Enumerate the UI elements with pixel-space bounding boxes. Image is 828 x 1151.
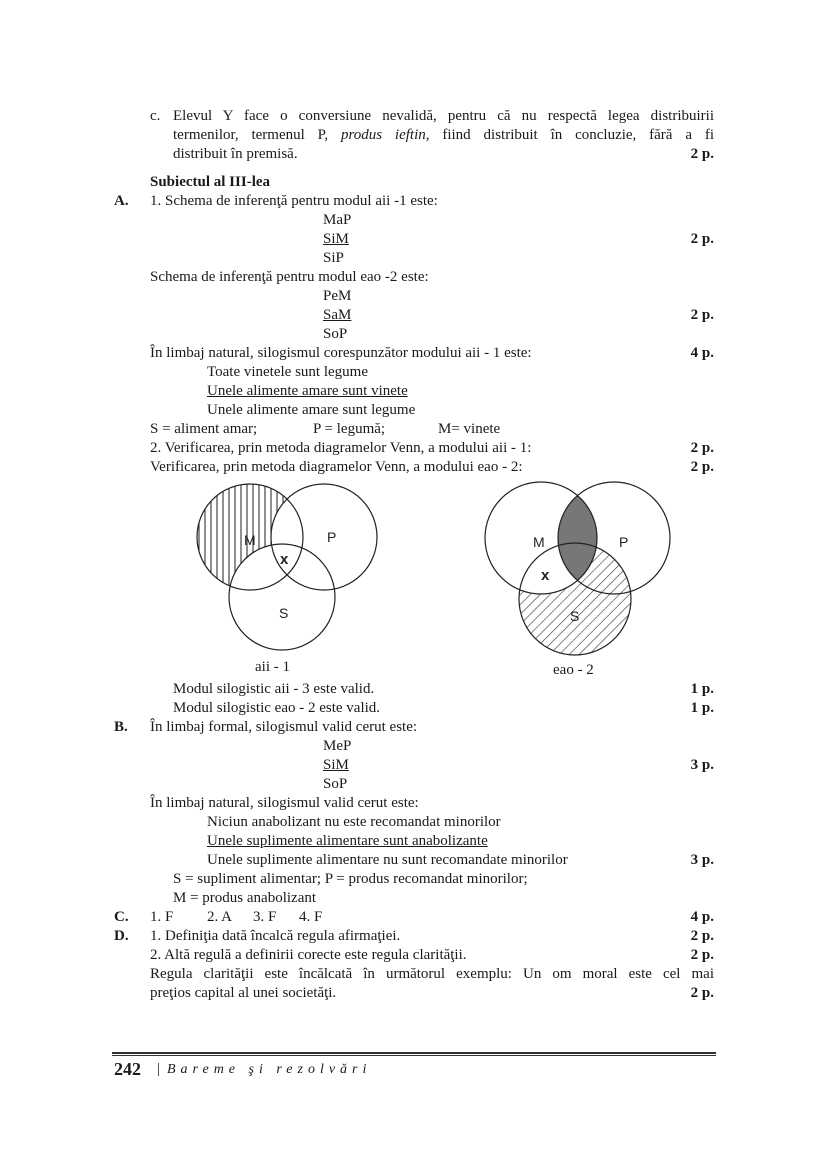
venn-diagram-eao-2 [478,478,678,658]
page-number: 242 [114,1059,141,1079]
item-c-line3: distribuit în premisă. [173,146,298,162]
b-formal-major: MeP [323,738,352,754]
legend-s: S = aliment amar; [150,421,258,437]
section-b-label: B. [114,719,128,735]
venn1-caption: aii - 1 [255,659,290,675]
schema2-intro: Schema de inferenţă pentru modul eao -2 este: [150,269,429,285]
schema1-conclusion: SiP [323,250,344,266]
valid1-points: 1 p. [690,681,714,697]
item-c-points: 2 p. [690,146,714,162]
venn1-label-s: S [279,605,289,621]
d-item1-points: 2 p. [690,928,714,944]
venn2-caption: eao - 2 [553,662,594,678]
venn2-label-m: M [533,534,545,550]
d-item3-line1: Regula clarităţii este încălcată în următorul exemplu: Un om moral este cel mai [150,966,714,982]
venn2-points: 2 p. [690,459,714,475]
legend-m: M= vinete [438,421,501,437]
venn1-x-mark: x [280,551,289,568]
valid1-line: Modul silogistic aii - 3 este valid. [173,681,375,697]
schema1-major: MaP [323,212,352,228]
natural-points: 4 p. [690,345,714,361]
d-item2: 2. Altă regulă a definirii corecte este regula clarităţii. [150,947,467,963]
valid2-line: Modul silogistic eao - 2 este valid. [173,700,381,716]
natural-premise1: Toate vinetele sunt legume [207,364,368,380]
venn2-x-mark: x [541,567,550,584]
b-formal-intro: În limbaj formal, silogismul valid cerut este: [150,719,418,735]
b-natural-conclusion: Unele suplimente alimentare nu sunt recomandate minorilor [207,852,568,868]
footer-rule-thin [112,1055,716,1056]
b-formal-points: 3 p. [690,757,714,773]
d-item1: 1. Definiţia dată încalcă regula afirmaţiei. [150,928,401,944]
c-answer-1: 1. F [150,909,174,925]
natural-conclusion: Unele alimente amare sunt legume [207,402,416,418]
footer-separator: | [157,1061,161,1077]
b-natural-premise1: Niciun anabolizant nu este recomandat minorilor [207,814,501,830]
b-formal-minor: SiM [323,757,349,773]
b-natural-points: 3 p. [690,852,714,868]
item-c-label: c. [150,108,161,124]
natural-premise2: Unele alimente amare sunt vinete [207,383,408,399]
b-legend1: S = supliment alimentar; P = produs recomandat minorilor; [173,871,528,887]
c-answer-4: 4. F [299,909,323,925]
d-item3-line2: preţios capital al unei societăţi. [150,985,337,1001]
schema2-conclusion: SoP [323,326,348,342]
d-item2-points: 2 p. [690,947,714,963]
b-formal-conclusion: SoP [323,776,348,792]
section-c-label: C. [114,909,129,925]
d-item3-points: 2 p. [690,985,714,1001]
venn2-line: Verificarea, prin metoda diagramelor Venn, a modului eao - 2: [150,459,523,475]
schema2-minor: SaM [323,307,352,323]
natural-intro: În limbaj natural, silogismul corespunzător modului aii - 1 este: [150,345,532,361]
section-a-label: A. [114,193,129,209]
schema1-minor: SiM [323,231,349,247]
schema1-points: 2 p. [690,231,714,247]
venn1-line: 2. Verificarea, prin metoda diagramelor Venn, a modului aii - 1: [150,440,532,456]
venn2-label-s: S [570,608,580,624]
running-title: Bareme şi rezolvări [167,1062,372,1077]
item-c-line2: termenilor, termenul P, produs ieftin, fiind distribuit în concluzie, fără a fi [173,127,714,143]
item-c-line1: Elevul Y face o conversiune nevalidă, pentru că nu respectă legea distribuirii [173,108,714,124]
venn1-label-p: P [327,529,337,545]
venn2-label-p: P [619,534,629,550]
b-legend2: M = produs anabolizant [173,890,317,906]
venn-diagram-aii-1 [190,478,390,658]
legend-p: P = legumă; [313,421,386,437]
subject-title: Subiectul al III-lea [150,174,271,190]
c-points: 4 p. [690,909,714,925]
valid2-points: 1 p. [690,700,714,716]
c-answer-3: 3. F [253,909,277,925]
venn1-label-m: M [244,532,256,548]
schema2-points: 2 p. [690,307,714,323]
b-natural-intro: În limbaj natural, silogismul valid cerut este: [150,795,419,811]
schema1-intro: 1. Schema de inferenţă pentru modul aii -1 este: [150,193,438,209]
schema2-major: PeM [323,288,352,304]
venn1-points: 2 p. [690,440,714,456]
section-d-label: D. [114,928,129,944]
b-natural-premise2: Unele suplimente alimentare sunt anabolizante [207,833,488,849]
footer-rule [112,1052,716,1054]
c-answer-2: 2. A [207,909,233,925]
